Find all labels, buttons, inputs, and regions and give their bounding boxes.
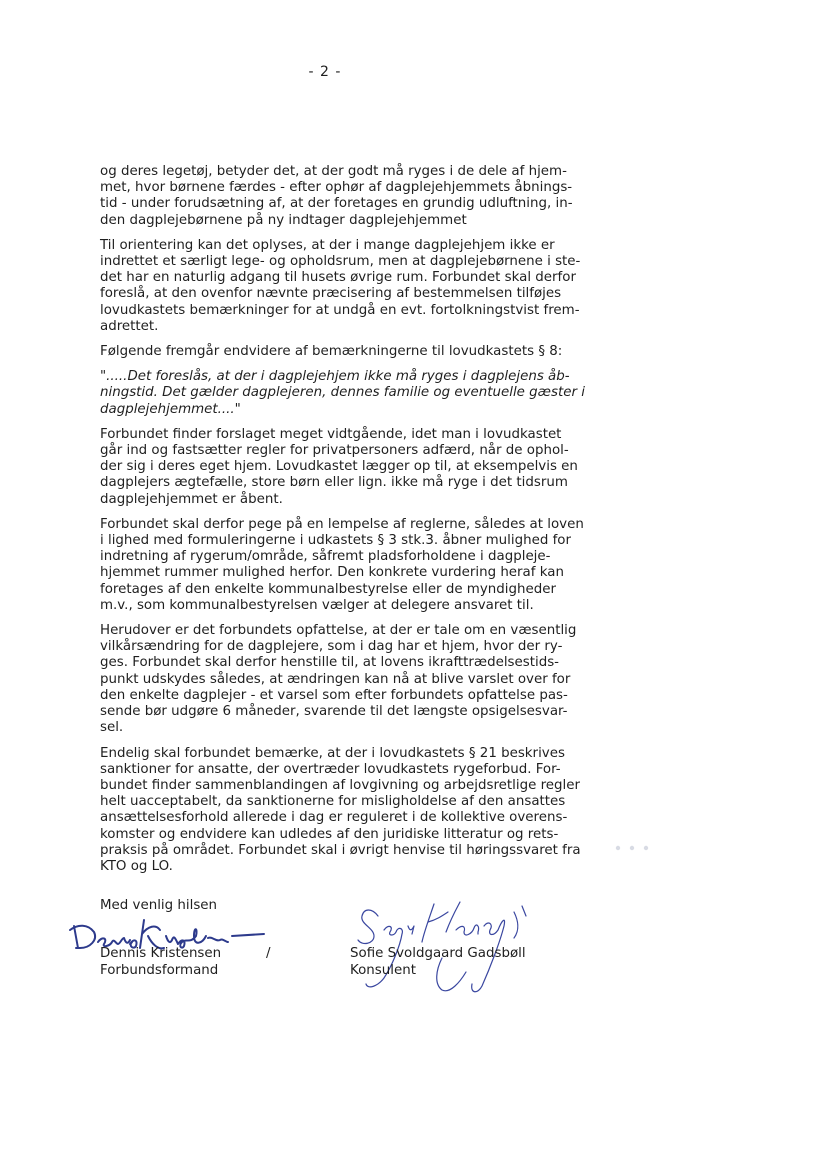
text-line: ningstid. Det gælder dagplejeren, dennes familie og eventuelle gæster i [100, 385, 585, 401]
faint-dots-mark [614, 843, 654, 853]
text-line: punkt udskydes således, at ændringen kan nå at blive varslet over for [100, 671, 571, 687]
text-line: Endelig skal forbundet bemærke, at der i lovudkastets § 21 beskrives [100, 745, 565, 761]
text-line: indretning af rygerum/område, såfremt pladsforholdene i dagpleje- [100, 549, 551, 565]
text-line: Følgende fremgår endvidere af bemærkningerne til lovudkastets § 8: [100, 344, 563, 360]
text-line: Forbundet skal derfor pege på en lempelse af reglerne, således at loven [100, 516, 584, 532]
text-line: vilkårsændring for de dagplejere, som i dag har et hjem, hvor der ry- [100, 639, 563, 655]
text-line: ansættelsesforhold allerede i dag er reguleret i de kollektive overens- [100, 810, 568, 826]
text-line: sende bør udgøre 6 måneder, svarende til det længste opsigelsesvar- [100, 704, 568, 720]
text-line: dagplejers ægtefælle, store børn eller lign. ikke må ryge i det tidsrum [100, 475, 568, 491]
text-line: komster og endvidere kan udledes af den juridiske litteratur og rets- [100, 826, 559, 842]
text-line: foretages af den enkelte kommunalbestyrelse eller de myndigheder [100, 581, 556, 597]
signature-right [338, 886, 538, 996]
text-line: indrettet et særligt lege- og opholdsrum, men at dagplejebørnene i ste- [100, 254, 581, 270]
body-paragraph [100, 623, 577, 736]
signatory-separator: / [266, 946, 271, 961]
text-line: ".....Det foreslås, at der i dagplejehjem ikke må ryges i dagplejens åb- [100, 369, 570, 385]
closing-greeting: Med venlig hilsen [100, 898, 218, 913]
text-line: Forbundet finder forslaget meget vidtgående, idet man i lovudkastet [100, 426, 562, 442]
text-line: adrettet. [100, 318, 159, 334]
body-paragraph [100, 344, 566, 360]
signatory-left-name: Dennis Kristensen [100, 946, 222, 961]
quoted-paragraph [100, 369, 585, 418]
text-line: det har en naturlig adgang til husets øvrige rum. Forbundet skal derfor [100, 270, 576, 286]
body-paragraph [100, 745, 581, 876]
text-line: met, hvor børnene færdes - efter ophør af dagplejehjemmets åbnings- [100, 180, 573, 196]
text-line: der sig i deres eget hjem. Lovudkastet lægger op til, at eksempelvis en [100, 459, 578, 475]
text-line: dagplejehjemmet er åbent. [100, 491, 283, 507]
text-line: den dagplejebørnene på ny indtager dagplejehjemmet [100, 212, 467, 228]
text-line: sanktioner for ansatte, der overtræder lovudkastets rygeforbud. For- [100, 761, 561, 777]
text-line: hjemmet rummer mulighed herfor. Den konkrete vurdering heraf kan [100, 565, 564, 581]
body-paragraph [100, 237, 581, 335]
text-line: Til orientering kan det oplyses, at der i mange dagplejehjem ikke er [100, 237, 555, 253]
page-number: - 2 - [308, 64, 342, 80]
body-paragraph [100, 164, 573, 229]
text-line: dagplejehjemmet...." [100, 401, 241, 417]
text-line: ges. Forbundet skal derfor henstille til, at lovens ikrafttrædelsestids- [100, 655, 560, 671]
signatory-right-name: Sofie Svoldgaard Gadsbøll [350, 946, 526, 961]
text-line: foreslå, at den ovenfor nævnte præcisering af bestemmelsen tilføjes [100, 286, 562, 302]
signatory-left [100, 946, 221, 979]
letter-body [100, 164, 585, 884]
text-line: Herudover er det forbundets opfattelse, at der er tale om en væsentlig [100, 623, 577, 639]
text-line: går ind og fastsætter regler for privatpersoners adfærd, når de ophol- [100, 443, 569, 459]
text-line: i lighed med formuleringerne i udkastets § 3 stk.3. åbner mulighed for [100, 533, 571, 549]
signatory-left-title: Forbundsformand [100, 962, 219, 978]
text-line: KTO og LO. [100, 858, 173, 874]
text-line: m.v., som kommunalbestyrelsen vælger at delegere ansvaret til. [100, 597, 534, 613]
text-line: praksis på området. Forbundet skal i øvrigt henvise til høringssvaret fra [100, 842, 581, 858]
text-line: og deres legetøj, betyder det, at der godt må ryges i de dele af hjem- [100, 164, 567, 179]
body-paragraph [100, 516, 584, 614]
text-line: den enkelte dagplejer - et varsel som efter forbundets opfattelse pas- [100, 687, 568, 703]
text-line: lovudkastets bemærkninger for at undgå en evt. fortolkningstvist frem- [100, 302, 580, 318]
signatory-right-title: Konsulent [350, 962, 416, 978]
text-line: sel. [100, 720, 124, 736]
signatory-right [350, 946, 526, 979]
body-paragraph [100, 426, 578, 508]
text-line: bundet finder sammenblandingen af lovgivning og arbejdsretlige regler [100, 777, 580, 793]
text-line: tid - under forudsætning af, at der foretages en grundig udluftning, in- [100, 196, 573, 212]
text-line: helt uacceptabelt, da sanktionerne for misligholdelse af den ansattes [100, 794, 566, 810]
